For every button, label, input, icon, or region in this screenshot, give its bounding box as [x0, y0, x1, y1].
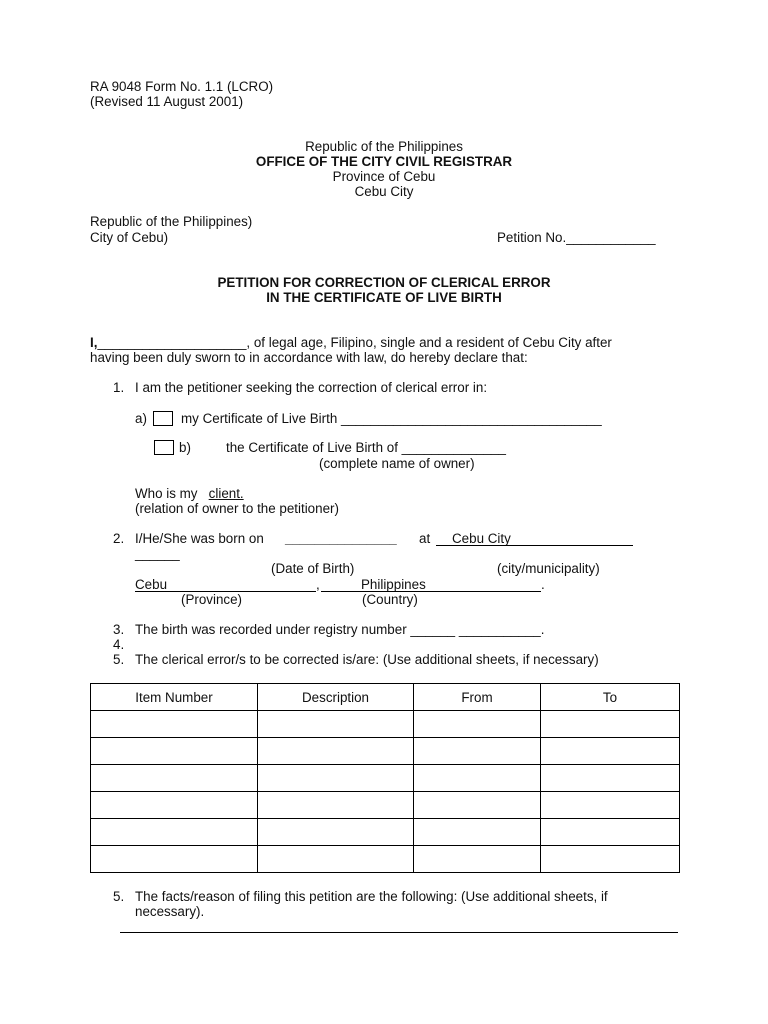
birth-city-underline [436, 545, 633, 546]
cell-description[interactable] [258, 792, 414, 819]
intro-prefix: I, [90, 335, 98, 350]
option-a-checkbox[interactable] [153, 411, 173, 426]
cell-from[interactable] [414, 711, 541, 738]
option-b-text: the Certificate of Live Birth of [226, 440, 398, 455]
cell-to[interactable] [541, 792, 680, 819]
petitioner-name-field[interactable]: ____________________ [97, 335, 247, 350]
item2-text: I/He/She was born on [135, 531, 264, 546]
table-row [91, 819, 680, 846]
cell-item-number[interactable] [91, 738, 258, 765]
cell-description[interactable] [258, 738, 414, 765]
item3-period: . [540, 622, 545, 637]
who-is-my [135, 486, 244, 501]
item1-number: 1. [113, 380, 125, 395]
table-row [91, 711, 680, 738]
option-a [181, 411, 602, 426]
office-name: OFFICE OF THE CITY CIVIL REGISTRAR [255, 154, 513, 169]
cell-description[interactable] [258, 765, 414, 792]
header-from: From [414, 684, 541, 711]
country-caption: (Country) [362, 592, 418, 607]
item5-number: 5. [113, 652, 125, 667]
at-label: at [419, 531, 431, 546]
option-b-label: b) [179, 440, 191, 455]
option-b [226, 440, 506, 455]
option-b-field[interactable]: ______________ [401, 440, 506, 455]
cell-item-number[interactable] [91, 765, 258, 792]
option-b-caption: (complete name of owner) [319, 456, 475, 471]
cell-description[interactable] [258, 819, 414, 846]
birth-city-field[interactable]: Cebu City [452, 531, 511, 546]
item6-text1: The facts/reason of filing this petition are the following: (Use additional sheets, if [135, 889, 608, 904]
item6-text2: necessary). [135, 904, 205, 919]
header-description: Description [258, 684, 414, 711]
cell-to[interactable] [541, 765, 680, 792]
who-label: Who is my [135, 486, 198, 501]
venue-city: City of Cebu) [90, 230, 169, 245]
province-comma: , [316, 577, 320, 592]
province-caption: (Province) [181, 592, 243, 607]
cell-to[interactable] [541, 738, 680, 765]
header-item-number: Item Number [91, 684, 258, 711]
city-caption: (city/municipality) [497, 561, 600, 576]
item3-number: 3. [113, 622, 125, 637]
item3 [135, 622, 544, 637]
clerical-errors-table [90, 683, 680, 873]
form-code: RA 9048 Form No. 1.1 (LCRO) [90, 79, 274, 94]
venue-republic: Republic of the Philippines) [90, 214, 253, 229]
registry-number-field-2[interactable]: ___________ [458, 622, 541, 637]
petition-title-line2: IN THE CERTIFICATE OF LIVE BIRTH [266, 290, 502, 305]
birth-province-field[interactable]: Cebu [135, 577, 168, 592]
intro-line2: having been duly sworn to in accordance with law, do hereby declare that: [90, 350, 528, 365]
item2-number: 2. [113, 531, 125, 546]
table-row [91, 792, 680, 819]
item4-number: 4. [113, 637, 125, 652]
birth-country-field[interactable]: Philippines [361, 577, 426, 592]
table-header-row [91, 684, 680, 711]
cell-from[interactable] [414, 792, 541, 819]
cell-description[interactable] [258, 846, 414, 873]
birth-date-field[interactable]: _______________ [285, 531, 397, 546]
option-a-label: a) [135, 411, 147, 426]
who-caption: (relation of owner to the petitioner) [135, 501, 339, 516]
cell-from[interactable] [414, 819, 541, 846]
facts-reason-line[interactable] [120, 932, 678, 933]
petition-number [497, 230, 656, 245]
cell-to[interactable] [541, 711, 680, 738]
intro-line1 [90, 335, 612, 350]
cell-to[interactable] [541, 846, 680, 873]
petition-number-label: Petition No. [497, 230, 567, 245]
item3-text: The birth was recorded under registry number [135, 622, 407, 637]
date-caption: (Date of Birth) [271, 561, 355, 576]
cell-from[interactable] [414, 738, 541, 765]
cell-item-number[interactable] [91, 819, 258, 846]
country-underline [321, 591, 541, 592]
option-b-checkbox[interactable] [154, 440, 174, 455]
birth-date-cont-field[interactable]: ______ [135, 546, 180, 561]
header-to: To [541, 684, 680, 711]
table-row [91, 765, 680, 792]
item6-number: 5. [113, 889, 125, 904]
cell-description[interactable] [258, 711, 414, 738]
cell-item-number[interactable] [91, 792, 258, 819]
office-city: Cebu City [354, 184, 414, 199]
table-row [91, 738, 680, 765]
intro-text1: , of legal age, Filipino, single and a resident of Cebu City after [246, 335, 612, 350]
cell-to[interactable] [541, 819, 680, 846]
form-revised-date: (Revised 11 August 2001) [90, 94, 244, 109]
relation-field[interactable]: client. [208, 486, 244, 501]
office-republic: Republic of the Philippines [305, 139, 463, 154]
table-row [91, 846, 680, 873]
item5-text: The clerical error/s to be corrected is/are: (Use additional sheets, if necessary) [135, 652, 599, 667]
cell-item-number[interactable] [91, 711, 258, 738]
registry-number-field-1[interactable]: ______ [410, 622, 456, 637]
petition-number-blank: ____________ [566, 230, 656, 245]
item1-text: I am the petitioner seeking the correction of clerical error in: [135, 380, 488, 395]
cell-from[interactable] [414, 846, 541, 873]
country-period: . [541, 577, 545, 592]
option-a-field[interactable]: ___________________________________ [341, 411, 602, 426]
petition-title-line1: PETITION FOR CORRECTION OF CLERICAL ERROR [217, 275, 551, 290]
office-province: Province of Cebu [332, 169, 436, 184]
cell-item-number[interactable] [91, 846, 258, 873]
petition-number-field[interactable] [566, 230, 655, 245]
cell-from[interactable] [414, 765, 541, 792]
option-a-text: my Certificate of Live Birth [181, 411, 338, 426]
